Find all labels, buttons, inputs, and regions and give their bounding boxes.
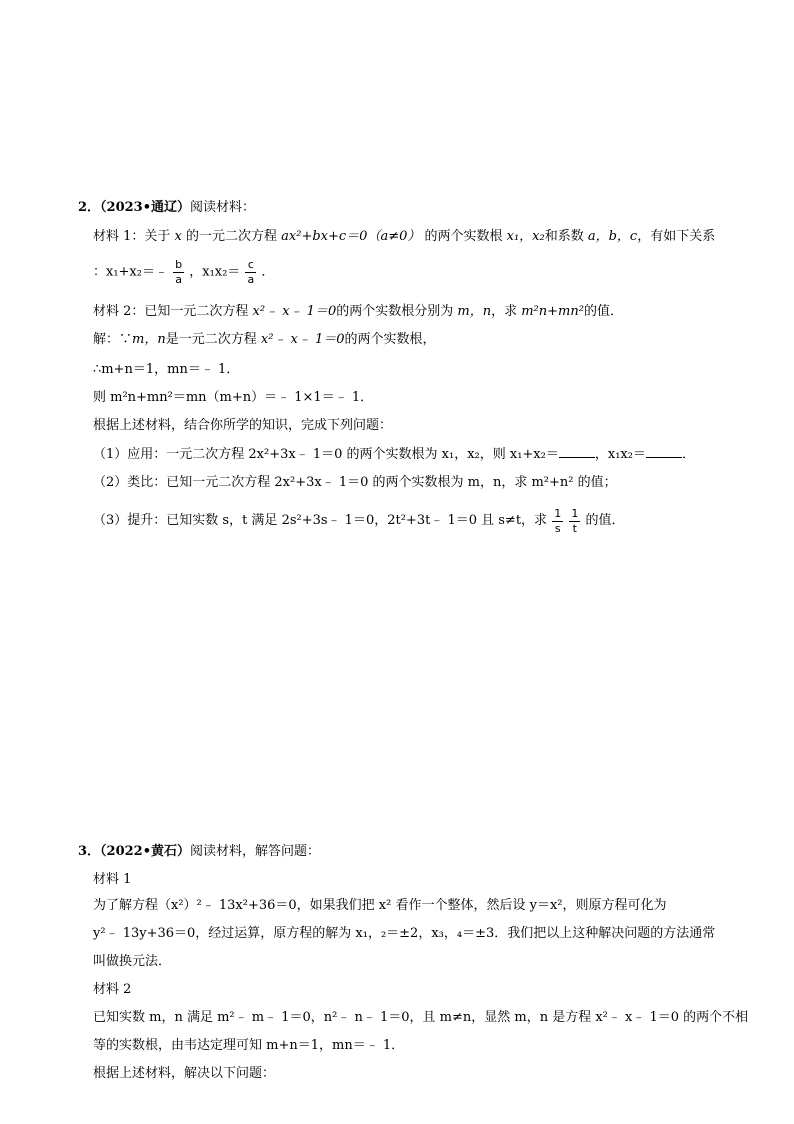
- material-1-line1: 为了解方程（x²）²﹣ 13x²+36＝0，如果我们把 x² 看作一个整体，然后设 y＝x²，则原方程可化为: [93, 898, 667, 913]
- question-2: （2）类比：已知一元二次方程 2x²+3x﹣ 1＝0 的两个实数根为 m，n，求 m²+n² 的值；: [93, 475, 617, 490]
- solution-line3: 则 m²n+mn²＝mn（m+n）＝﹣ 1×1＝﹣ 1．: [93, 390, 374, 405]
- problem-source: （2023•通辽）: [100, 200, 191, 215]
- fraction-c-over-a: $\frac{c}{a}$: [247, 258, 255, 286]
- material-1-line3: 叫做换元法．: [93, 954, 172, 969]
- problem-intro: 阅读材料：: [190, 200, 256, 215]
- solution-line2: ∴m+n＝1，mn＝﹣ 1．: [93, 362, 240, 377]
- material-2-label: 材料 2: [93, 982, 132, 997]
- problem-2-header: [78, 199, 255, 217]
- problem-intro: 阅读材料，解答问题：: [190, 844, 321, 859]
- problem-2-prompt: 根据上述材料，结合你所学的知识，完成下列问题：: [93, 418, 393, 433]
- question-1: （1）应用：一元二次方程 2x²+3x﹣ 1＝0 的两个实数根为 x₁，x₂，则 x₁+x₂＝ ，x₁x₂＝ ．: [93, 447, 695, 462]
- fraction-1-over-t: $\frac{1}{t}$: [571, 506, 579, 535]
- material-1-label: 材料 1: [93, 872, 132, 887]
- material-1-line1: 材料 1：关于 x 的一元二次方程 ax²+bx+c＝0（a≠0） 的两个实数根 x₁，x₂和系数 a，b，c，有如下关系: [93, 229, 716, 244]
- problem-number: 3．: [78, 844, 101, 859]
- problem-3-header: [78, 843, 320, 861]
- solution-line1: 解：∵m，n是一元二次方程 x²﹣ x﹣ 1＝0的两个实数根，: [93, 332, 436, 347]
- problem-3-prompt: 根据上述材料，解决以下问题：: [93, 1066, 276, 1081]
- material-1-line2: ：x₁+x₂＝﹣ $\frac{b}{a}$ ，x₁x₂＝ $\frac{c}{a}$ ．: [93, 258, 275, 286]
- fraction-b-over-a: $\frac{b}{a}$: [175, 258, 183, 286]
- fraction-1-over-s: $\frac{1}{s}$: [554, 506, 562, 535]
- material-2: 材料 2：已知一元二次方程 x²﹣ x﹣ 1＝0的两个实数根分别为 m，n，求 m²n+mn²的值．: [93, 304, 623, 319]
- question-3: （3）提升：已知实数 s，t 满足 2s²+3s﹣ 1＝0，2t²+3t﹣ 1＝0 且 s≠t，求 $\frac{1}{s}$ $\frac{1}{t}$ 的值．: [93, 506, 625, 535]
- material-2-line1: 已知实数 m，n 满足 m²﹣ m﹣ 1＝0，n²﹣ n﹣ 1＝0，且 m≠n，显然 m，n 是方程 x²﹣ x﹣ 1＝0 的两个不相: [93, 1010, 749, 1025]
- problem-number: 2．: [78, 200, 101, 215]
- material-2-line2: 等的实数根，由韦达定理可知 m+n＝1，mn＝﹣ 1．: [93, 1038, 405, 1053]
- material-1-line2: y²﹣ 13y+36＝0，经过运算，原方程的解为 x₁，₂＝±2，x₃，₄＝±3．我们把以上这种解决问题的方法通常: [93, 926, 716, 941]
- answer-blank-sum[interactable]: [559, 445, 595, 458]
- answer-blank-product[interactable]: [646, 445, 682, 458]
- problem-source: （2022•黄石）: [100, 844, 191, 859]
